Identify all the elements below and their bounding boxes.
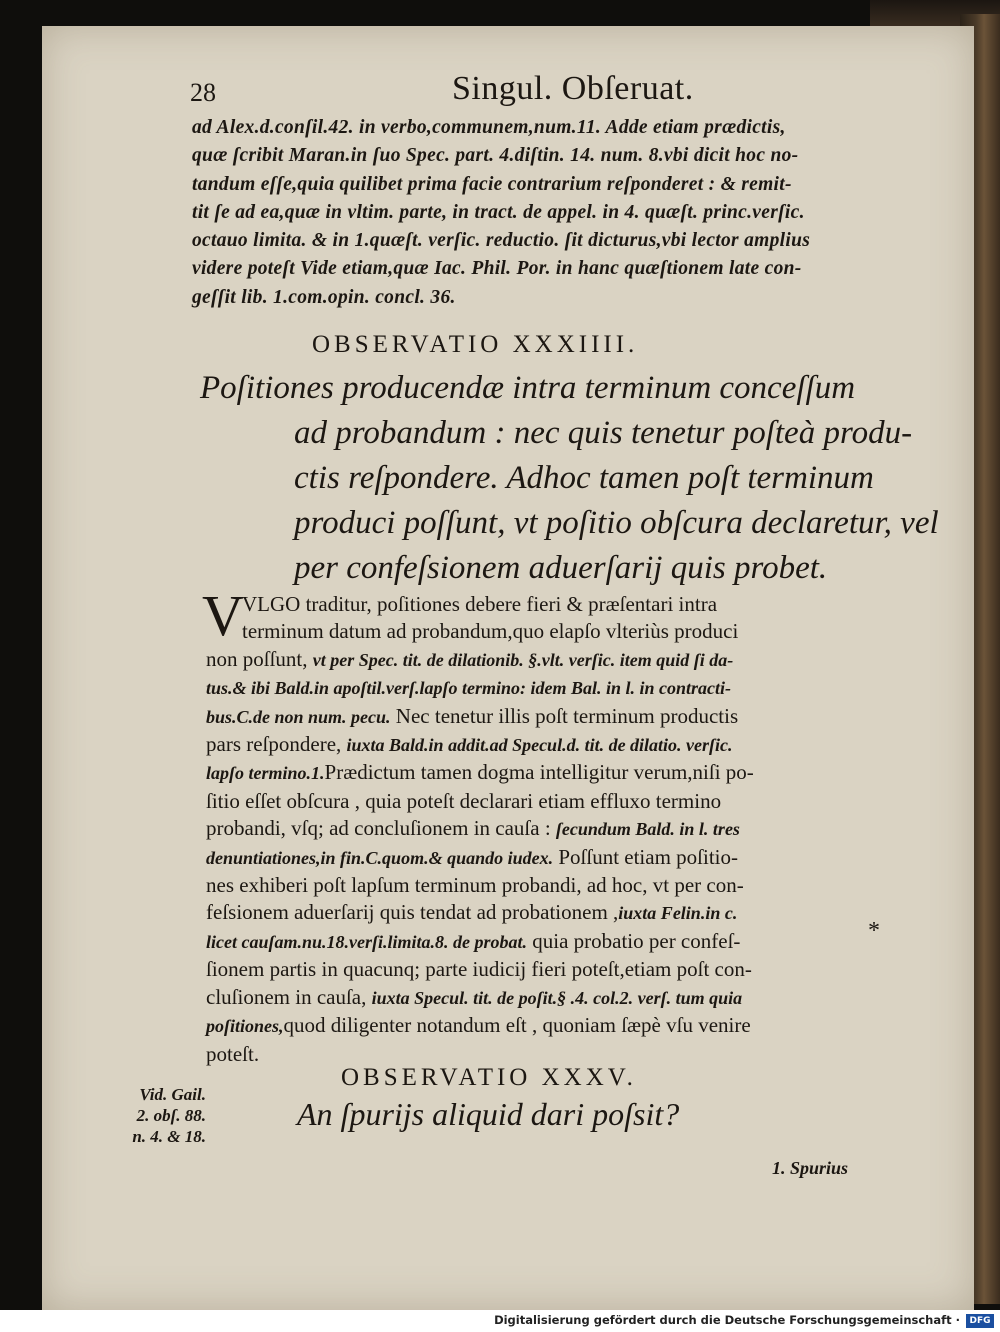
dfg-logo: DFG bbox=[966, 1314, 994, 1328]
roman-text: poteſt. bbox=[206, 1041, 260, 1066]
continued-paragraph bbox=[192, 114, 872, 312]
footer-bar bbox=[0, 1310, 1000, 1332]
citation-text: lapſo termino.1. bbox=[206, 763, 325, 784]
body-line bbox=[206, 899, 886, 927]
margin-note-line: 2. obſ. 88. bbox=[136, 1106, 206, 1125]
citation-text: iuxta Bald.in addit.ad Specul.d. tit. de dilatio. verſic. bbox=[346, 735, 733, 756]
roman-text: quia probatio per confeſ- bbox=[526, 928, 741, 953]
body-line bbox=[206, 928, 886, 956]
body-line bbox=[206, 731, 886, 759]
body-line bbox=[206, 984, 886, 1012]
roman-text: cluſionem in cauſa, bbox=[206, 984, 372, 1009]
body-line bbox=[206, 674, 886, 702]
citation-text: ſecundum Bald. in l. tres bbox=[555, 819, 740, 840]
body-line bbox=[206, 646, 886, 674]
roman-text: nes exhiberi poſt lapſum terminum probandi, ad hoc, vt per con- bbox=[206, 873, 744, 898]
summary-line: per confeſsionem aduerſarij quis probet. bbox=[294, 550, 828, 586]
body-line bbox=[206, 591, 886, 618]
summary-line: ad probandum : nec quis tenetur poſteà produ- bbox=[294, 415, 913, 451]
roman-text: terminum datum ad probandum,quo elapſo vlteriùs produci bbox=[242, 619, 739, 644]
roman-text: probandi, vſq; ad concluſionem in cauſa : bbox=[206, 816, 556, 841]
body-line bbox=[206, 759, 886, 787]
roman-text: ſitio eſſet obſcura , quia poteſt declarari etiam effluxo termino bbox=[206, 788, 722, 813]
page-header bbox=[190, 70, 904, 110]
summary-line: produci poſſunt, vt poſitio obſcura declaretur, vel bbox=[294, 505, 939, 541]
citation-text: iuxta Specul. tit. de poſit.§ .4. col.2. verſ. tum quia bbox=[371, 987, 743, 1008]
summary-line: ctis reſpondere. Adhoc tamen poſt terminum bbox=[294, 460, 874, 496]
observation-body bbox=[202, 583, 886, 1068]
margin-note-line: Vid. Gail. bbox=[139, 1085, 206, 1104]
citation-text: bus.C.de non num. pecu. bbox=[206, 706, 391, 727]
roman-text: pars reſpondere, bbox=[206, 732, 347, 757]
citation-text: iuxta Felin.in c. bbox=[618, 903, 738, 924]
roman-text: Nec tenetur illis poſt terminum productis bbox=[390, 703, 739, 728]
roman-text: quod diligenter notandum eſt , quoniam ſæpè vſu venire bbox=[283, 1013, 751, 1038]
roman-text: ſionem partis in quacunq; parte iudicij fieri poteſt,etiam poſt con- bbox=[206, 957, 752, 982]
body-line bbox=[206, 872, 886, 899]
page-number: 28 bbox=[190, 78, 216, 107]
body-line bbox=[206, 1012, 886, 1040]
citation-text: vt per Spec. tit. de dilationib. §.vlt. verſic. item quid ſi da- bbox=[312, 649, 734, 670]
drop-cap: V bbox=[202, 583, 244, 648]
body-line bbox=[206, 788, 886, 815]
catchword: 1. Spurius bbox=[772, 1158, 849, 1178]
book-page bbox=[42, 26, 974, 1310]
observation-heading: OBSERVATIO XXXIIII. bbox=[312, 331, 639, 358]
margin-note-line: n. 4. & 18. bbox=[132, 1127, 206, 1146]
running-head: Singul. Obſeruat. bbox=[452, 70, 694, 107]
body-line bbox=[206, 844, 886, 872]
body-line bbox=[206, 703, 886, 731]
citation-text: tus.& ibi Bald.in apoſtil.verſ.lapſo termino: idem Bal. in l. in contracti- bbox=[206, 678, 732, 699]
text-line: videre poteſt Vide etiam,quæ Iac. Phil. Por. in hanc quæſtionem late con- bbox=[192, 258, 802, 280]
footer-credit: Digitalisierung gefördert durch die Deutsche Forschungsgemeinschaft · bbox=[494, 1313, 960, 1327]
observation-heading: OBSERVATIO XXXV. bbox=[341, 1064, 637, 1091]
text-line: geſſit lib. 1.com.opin. concl. 36. bbox=[192, 286, 456, 308]
summary-line: Poſitiones producendæ intra terminum conceſſum bbox=[200, 370, 856, 406]
roman-text: VLGO traditur, poſitiones debere fieri & præſentari intra bbox=[242, 592, 718, 616]
roman-text: feſsionem aduerſarij quis tendat ad probationem , bbox=[206, 900, 619, 925]
body-line bbox=[206, 618, 886, 645]
body-line bbox=[206, 815, 886, 843]
roman-text: Prædictum tamen dogma intelligitur verum,niſi po- bbox=[324, 760, 754, 785]
margin-asterisk: * bbox=[868, 918, 880, 944]
text-line: tit ſe ad ea,quæ in vltim. parte, in tract. de appel. in 4. quæſt. princ.verſic. bbox=[192, 201, 805, 223]
text-line: octauo limita. & in 1.quæſt. verſic. reductio. ſit dicturus,vbi lector amplius bbox=[192, 230, 811, 252]
body-line bbox=[206, 956, 886, 983]
citation-text: denuntiationes,in fin.C.quom.& quando iudex. bbox=[206, 847, 554, 868]
margin-note bbox=[96, 1084, 206, 1147]
text-line: ad Alex.d.conſil.42. in verbo,communem,num.11. Adde etiam prædictis, bbox=[192, 117, 786, 138]
body-lines bbox=[206, 591, 886, 1068]
text-line: quæ ſcribit Maran.in ſuo Spec. part. 4.diſtin. 14. num. 8.vbi dicit hoc no- bbox=[192, 145, 799, 167]
text-line: tandum eſſe,quia quilibet prima facie contrarium reſponderet : & remit- bbox=[192, 173, 792, 195]
observation-question: An ſpurijs aliquid dari poſsit? bbox=[297, 1096, 680, 1132]
observation-summary bbox=[200, 366, 939, 591]
roman-text: non poſſunt, bbox=[206, 646, 313, 671]
roman-text: Poſſunt etiam poſitio- bbox=[553, 844, 739, 869]
citation-text: licet cauſam.nu.18.verſi.limita.8. de probat. bbox=[206, 931, 527, 952]
citation-text: poſitiones, bbox=[206, 1016, 284, 1037]
